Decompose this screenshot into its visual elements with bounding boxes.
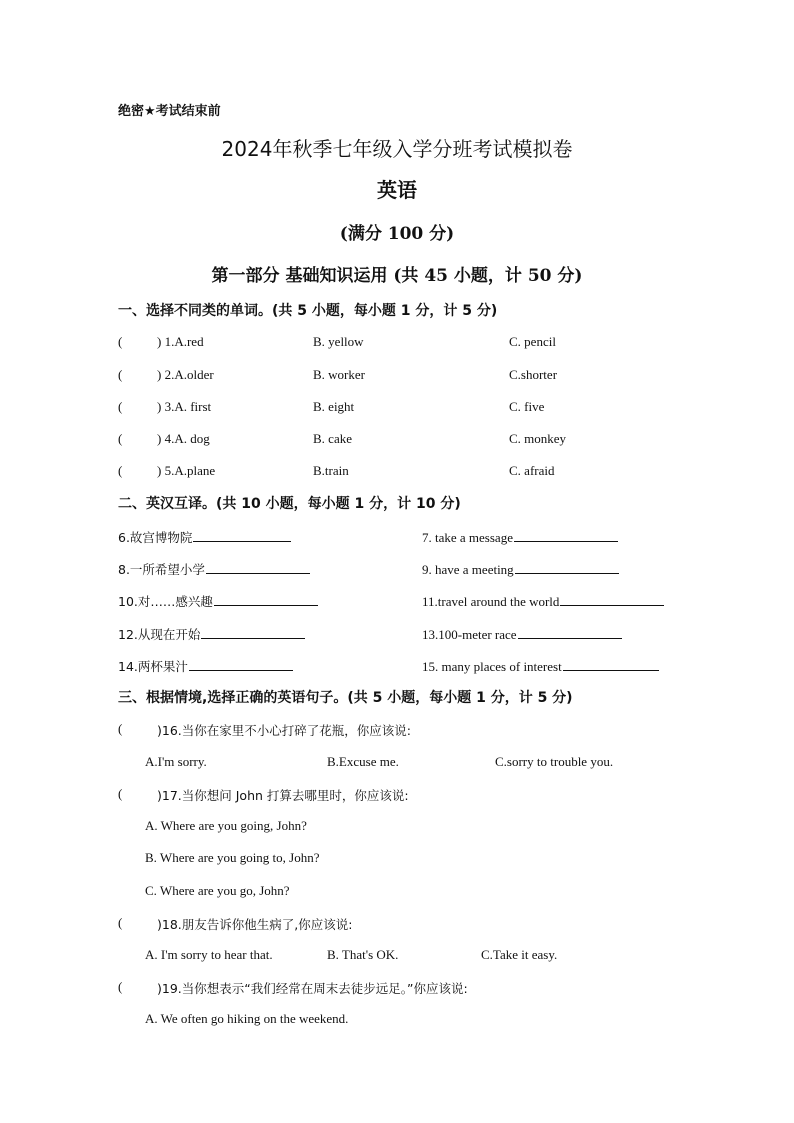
answer-blank[interactable] [193,528,291,542]
answer-blank[interactable] [560,592,664,606]
answer-paren: ( [118,399,123,414]
option-a: A. We often go hiking on the weekend. [145,1011,349,1026]
translation-item: 12.从现在开始 [118,625,305,643]
answer-blank[interactable] [563,657,659,671]
total-score: (满分 100 分) [339,224,455,244]
question-16: )16.当你在家里不小心打碎了花瓶，你应该说: [157,723,411,738]
question-19: )19.当你想表示“我们经常在周末去徒步远足。”你应该说: [157,981,468,996]
option-c: C. pencil [509,334,556,349]
section3-heading: 三、根据情境,选择正确的英语句子。(共 5 小题，每小题 1 分，计 5 分) [118,690,573,706]
answer-paren: ( [118,979,123,994]
answer-blank[interactable] [201,625,305,639]
option-c: C. monkey [509,431,567,446]
translation-item: 13.100-meter race [422,625,622,643]
option-a: A.I'm sorry. [145,754,207,769]
confidential-label: 绝密★考试结束前 [118,104,221,119]
question-17: )17.当你想问 John 打算去哪里时，你应该说: [157,788,409,803]
answer-blank[interactable] [189,657,293,671]
option-c: C.sorry to trouble you. [495,754,614,769]
option-b: B. cake [313,431,352,446]
translation-item: 10.对……感兴趣 [118,592,318,610]
exam-title: 2024年秋季七年级入学分班考试模拟卷 [221,137,573,161]
option-b: B. That's OK. [327,947,399,962]
answer-blank[interactable] [214,592,318,606]
subject-title: 英语 [377,178,417,202]
question-2: ) 2.A.older [157,367,214,382]
translation-item: 8.一所希望小学 [118,560,310,578]
answer-paren: ( [118,367,123,382]
section2-heading: 二、英汉互译。(共 10 小题，每小题 1 分，计 10 分) [118,496,461,512]
answer-paren: ( [118,915,123,930]
answer-blank[interactable] [515,560,619,574]
option-c: C. Where are you go, John? [145,883,290,898]
option-c: C. afraid [509,463,555,478]
question-1: ) 1.A.red [157,334,204,349]
answer-paren: ( [118,721,123,736]
answer-paren: ( [118,786,123,801]
answer-paren: ( [118,463,123,478]
answer-paren: ( [118,431,123,446]
option-c: C.shorter [509,367,558,382]
answer-paren: ( [118,334,123,349]
option-c: C.Take it easy. [481,947,558,962]
translation-item: 9. have a meeting [422,560,619,578]
question-4: ) 4.A. dog [157,431,210,446]
answer-blank[interactable] [518,625,622,639]
translation-item: 15. many places of interest [422,657,659,675]
option-b: B. Where are you going to, John? [145,850,320,865]
option-a: A. Where are you going, John? [145,818,307,833]
option-b: B.train [313,463,349,478]
translation-item: 11.travel around the world [422,592,664,610]
option-b: B. yellow [313,334,364,349]
question-18: )18.朋友告诉你他生病了,你应该说: [157,917,353,932]
translation-item: 7. take a message [422,528,618,546]
section1-heading: 一、选择不同类的单词。(共 5 小题，每小题 1 分，计 5 分) [118,303,498,319]
option-b: B.Excuse me. [327,754,399,769]
option-a: A. I'm sorry to hear that. [145,947,273,962]
part-one-heading: 第一部分 基础知识运用 (共 45 小题，计 50 分) [211,266,583,286]
question-5: ) 5.A.plane [157,463,216,478]
option-c: C. five [509,399,545,414]
answer-blank[interactable] [206,560,310,574]
option-b: B. eight [313,399,355,414]
translation-item: 14.两杯果汁 [118,657,293,675]
translation-item: 6.故宫博物院 [118,528,291,546]
answer-blank[interactable] [514,528,618,542]
question-3: ) 3.A. first [157,399,212,414]
option-b: B. worker [313,367,365,382]
